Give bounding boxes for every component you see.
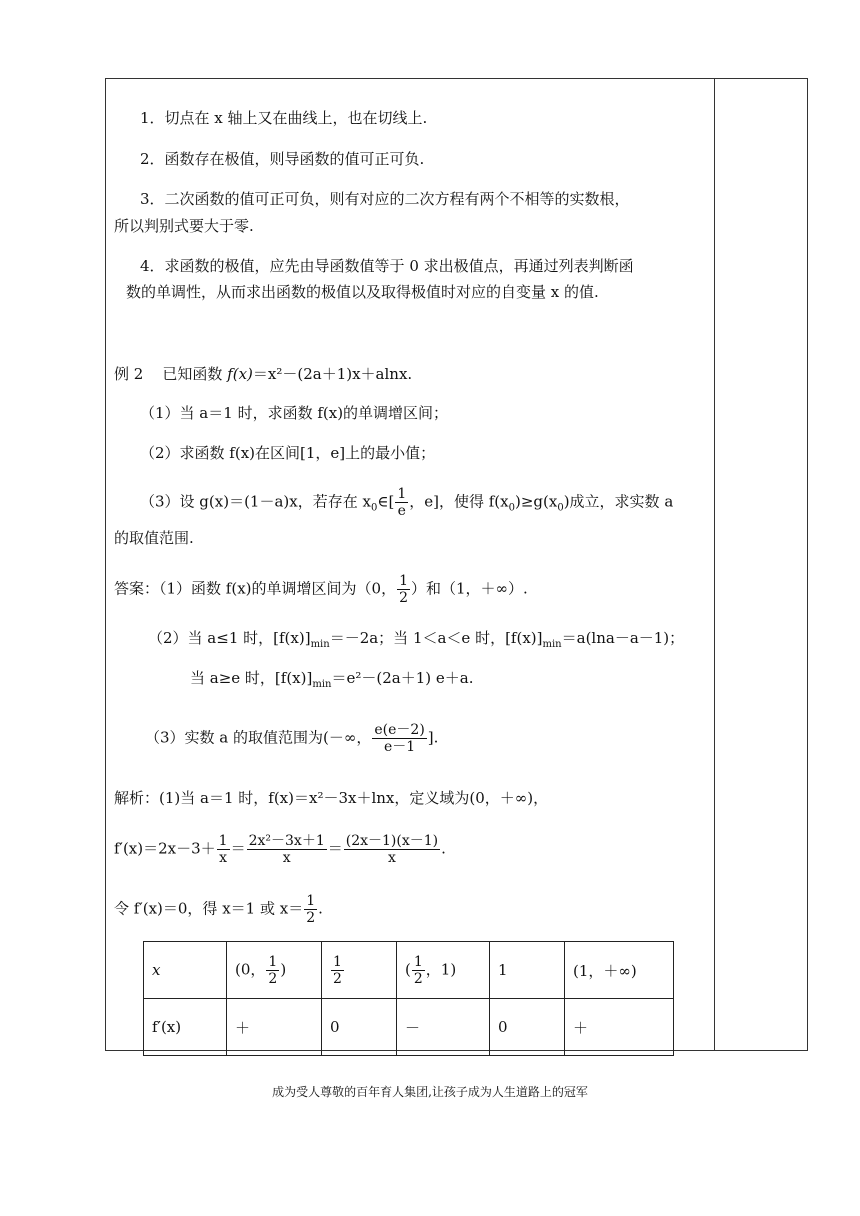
answer-2-part-d: 当 a≥e 时，[f(x)]	[190, 669, 313, 687]
q3-sub-3: 0	[557, 502, 564, 514]
answer-2-part-c: ＝a(lna－a－1)；	[561, 629, 685, 647]
point-4: 4．求函数的极值，应先由导函数值等于 0 求出极值点，再通过列表判断函	[140, 257, 634, 275]
analysis-derivative: f′(x)＝2x－3＋	[114, 839, 216, 858]
q3-sub-2: 0	[508, 502, 515, 514]
analysis-frac-1: $\frac{1}{x}$	[218, 833, 228, 866]
question-2: （2）求函数 f(x)在区间[1，e]上的最小值；	[140, 444, 436, 462]
point-2: 2．函数存在极值，则导函数的值可正可负.	[140, 150, 425, 168]
q3-part-e: )成立，求实数 a	[563, 492, 674, 511]
interval2-close: ，1)	[425, 960, 457, 978]
table-cell	[322, 942, 397, 999]
table-cell: ＋	[227, 999, 322, 1056]
answer-2-part-e: ＝e²－(2a＋1) e＋a.	[331, 669, 474, 687]
q3-part-d: )≥g(x	[514, 492, 558, 511]
point-1: 1．切点在 x 轴上又在曲线上，也在切线上.	[140, 109, 428, 127]
table-cell	[144, 942, 227, 999]
min-sub-1: min	[310, 639, 330, 650]
answer-3	[145, 722, 438, 755]
analysis-frac-3: $\frac{(2x-1)(x-1)}{x}$	[345, 833, 439, 866]
analysis-line-2	[114, 833, 446, 866]
answer-1	[114, 573, 528, 606]
column-divider	[714, 78, 715, 1051]
table-cell: 0	[490, 999, 565, 1056]
table-cell	[227, 942, 322, 999]
table-cell: (1，＋∞)	[565, 942, 674, 999]
analysis-line-3	[114, 893, 323, 926]
interval-open: (0，	[235, 960, 266, 978]
question-3-cont: 的取值范围.	[114, 529, 194, 547]
answer-3-prefix: （3）实数 a 的取值范围为(－∞，	[145, 728, 372, 747]
answer-1-prefix: 答案：（1）函数 f(x)的单调增区间为（0，	[114, 579, 397, 598]
analysis-zero: 令 f′(x)＝0，得 x＝1 或 x＝	[114, 899, 304, 918]
analysis-line-1: 解析：(1)当 a＝1 时，f(x)＝x²－3x＋lnx，定义域为(0，＋∞)，	[114, 789, 549, 807]
interval-frac-2: $\frac{1}{2}$	[413, 953, 423, 987]
table-cell	[397, 942, 490, 999]
answer-1-fraction: $\frac{1}{2}$	[399, 573, 408, 606]
example-title	[114, 364, 412, 384]
q3-fraction: $\frac{1}{e}$	[397, 486, 407, 519]
q3-sub-1: 0	[370, 502, 378, 514]
answer-2-part-b: ＝－2a；当 1＜a＜e 时，[f(x)]	[329, 629, 543, 647]
point-3: 3．二次函数的值可正可负，则有对应的二次方程有两个不相等的实数根，	[140, 190, 630, 208]
table-cell: f′(x)	[144, 999, 227, 1056]
table-cell: －	[397, 999, 490, 1056]
half-frac: $\frac{1}{2}$	[333, 953, 342, 987]
answer-2-line-2	[190, 668, 473, 695]
min-sub-3: min	[312, 679, 332, 690]
example-intro: 已知函数	[162, 365, 228, 383]
interval2-open: (	[405, 960, 411, 978]
interval-frac-1: $\frac{1}{2}$	[268, 953, 278, 987]
analysis-frac-2: $\frac{\text{2x²－3x＋1}}{x}$	[248, 833, 325, 866]
table-cell: 0	[322, 999, 397, 1056]
equals-1: ＝	[230, 839, 246, 858]
table-cell: 1	[490, 942, 565, 999]
equals-2: ＝	[327, 839, 343, 858]
interval-close: )	[280, 960, 287, 978]
q3-part-b: ∈[	[377, 492, 395, 511]
answer-2-line-1	[148, 628, 684, 655]
table-row	[144, 999, 674, 1056]
analysis-frac-4: $\frac{1}{2}$	[306, 893, 316, 926]
table-row	[144, 942, 674, 999]
answer-1-suffix: ）和（1，＋∞）.	[411, 579, 528, 598]
example-label: 例 2	[114, 365, 144, 383]
period-2: .	[318, 899, 323, 918]
table-cell: ＋	[565, 999, 674, 1056]
example-fx: f(x)	[227, 365, 253, 383]
question-3	[140, 486, 673, 519]
page-footer: 成为受人尊敬的百年育人集团,让孩子成为人生道路上的冠军	[272, 1085, 588, 1099]
question-1: （1）当 a＝1 时，求函数 f(x)的单调增区间；	[140, 404, 449, 422]
example-equation: ＝x²－(2a＋1)x＋alnx.	[252, 365, 413, 383]
min-sub-2: min	[542, 639, 562, 650]
sign-table	[143, 941, 674, 1056]
x-label: x	[152, 961, 161, 979]
answer-3-fraction: $\frac{e(e-2)}{e-1}$	[374, 722, 425, 755]
q3-part-c: ，e]，使得 f(x	[409, 492, 509, 511]
answer-3-suffix: ].	[427, 728, 439, 747]
q3-part-a: （3）设 g(x)＝(1－a)x，若存在 x	[140, 492, 371, 511]
point-4-cont: 数的单调性，从而求出函数的极值以及取得极值时对应的自变量 x 的值.	[126, 283, 599, 301]
answer-2-part-a: （2）当 a≤1 时，[f(x)]	[148, 629, 311, 647]
point-3-cont: 所以判别式要大于零.	[114, 217, 254, 235]
period: .	[441, 839, 446, 858]
